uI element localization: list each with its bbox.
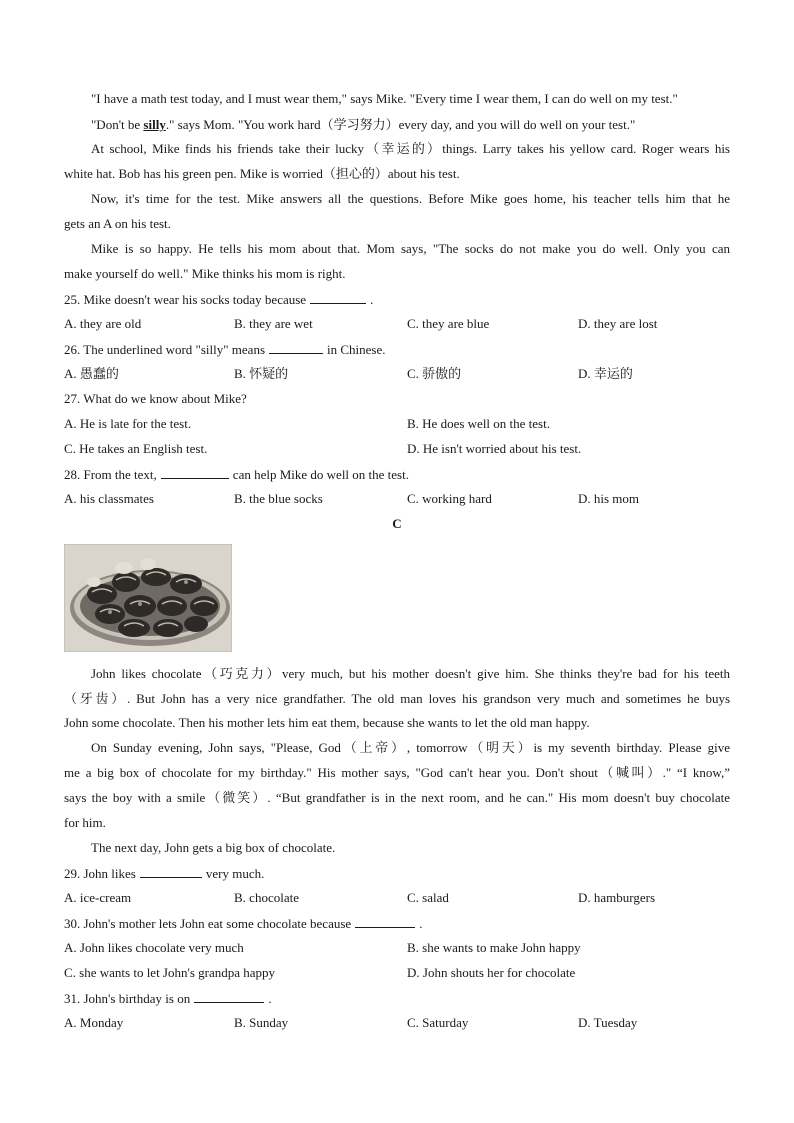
passage-c-paragraph-2-line-2: me a big box of chocolate for my birthday." His mother says, "God can't hear you. Don't shout（喊叫）." “I know,” <box>64 765 730 780</box>
underlined-word-silly: silly <box>143 117 166 132</box>
question-26-stem <box>64 340 386 359</box>
answer-blank <box>140 864 202 878</box>
question-30-option-a[interactable]: A. John likes chocolate very much <box>64 940 244 955</box>
passage-c-paragraph-2-line-4: for him. <box>64 815 106 830</box>
question-25-option-a[interactable]: A. they are old <box>64 316 142 331</box>
question-26-option-c[interactable]: C. 骄傲的 <box>407 366 462 381</box>
question-text: 25. Mike doesn't wear his socks today because <box>64 292 307 307</box>
question-31-option-d[interactable]: D. Tuesday <box>578 1015 638 1030</box>
question-31-option-a[interactable]: A. Monday <box>64 1015 124 1030</box>
question-27-option-c[interactable]: C. He takes an English test. <box>64 441 208 456</box>
answer-blank <box>355 914 415 928</box>
question-25-option-c[interactable]: C. they are blue <box>407 316 490 331</box>
passage-b-paragraph-3-line-2: white hat. Bob has his green pen. Mike is worried（担心的）about his test. <box>64 166 460 181</box>
passage-c-paragraph-3: The next day, John gets a big box of chocolate. <box>91 840 336 855</box>
question-26-option-b[interactable]: B. 怀疑的 <box>234 366 289 381</box>
question-text: in Chinese. <box>327 342 386 357</box>
question-26-option-a[interactable]: A. 愚蠢的 <box>64 366 119 381</box>
question-text: very much. <box>205 866 265 881</box>
question-27-option-d[interactable]: D. He isn't worried about his test. <box>407 441 582 456</box>
question-31-option-c[interactable]: C. Saturday <box>407 1015 469 1030</box>
question-text: 30. John's mother lets John eat some chocolate because <box>64 916 352 931</box>
question-text: 27. What do we know about Mike? <box>64 391 247 406</box>
answer-blank <box>310 290 366 304</box>
question-30-stem <box>64 914 422 933</box>
question-27-option-b[interactable]: B. He does well on the test. <box>407 416 550 431</box>
question-28-stem <box>64 465 409 484</box>
question-30-option-c[interactable]: C. she wants to let John's grandpa happy <box>64 965 276 980</box>
passage-c-paragraph-1-line-1: John likes chocolate（巧克力）very much, but his mother doesn't give him. She thinks they're bad for his teeth <box>91 666 730 681</box>
question-28-option-d[interactable]: D. his mom <box>578 491 640 506</box>
question-text: . <box>268 991 272 1006</box>
passage-b-paragraph-1: "I have a math test today, and I must wear them," says Mike. "Every time I wear them, I can do well on my test." <box>91 91 678 106</box>
question-25-option-d[interactable]: D. they are lost <box>578 316 658 331</box>
paragraph-text: "Don't be <box>91 117 144 132</box>
answer-blank <box>161 465 229 479</box>
passage-b-paragraph-5-line-2: make yourself do well." Mike thinks his mom is right. <box>64 266 346 281</box>
passage-c-paragraph-1-line-3: John some chocolate. Then his mother lets him eat them, because she wants to let the old man happy. <box>64 715 590 730</box>
chocolate-plate-illustration <box>64 544 232 652</box>
answer-blank <box>269 340 323 354</box>
question-text: 26. The underlined word "silly" means <box>64 342 266 357</box>
question-text: . <box>370 292 374 307</box>
answer-blank <box>194 989 264 1003</box>
paragraph-text: ." says Mom. "You work hard（学习努力）every day, and you will do well on your test." <box>165 117 636 132</box>
question-29-option-b[interactable]: B. chocolate <box>234 890 299 905</box>
question-31-stem <box>64 989 271 1008</box>
question-text: 28. From the text, <box>64 467 157 482</box>
question-28-option-c[interactable]: C. working hard <box>407 491 492 506</box>
question-31-option-b[interactable]: B. Sunday <box>234 1015 289 1030</box>
question-25-stem <box>64 290 373 309</box>
question-29-stem <box>64 864 264 883</box>
passage-b-paragraph-3-line-1: At school, Mike finds his friends take their lucky（幸运的）things. Larry takes his yellow card. Roger wears his <box>91 141 730 156</box>
question-text: 29. John likes <box>64 866 136 881</box>
question-27-option-a[interactable]: A. He is late for the test. <box>64 416 192 431</box>
passage-c-paragraph-2-line-3: says the boy with a smile（微笑）. “But grandfather is in the next room, and he can." His mom doesn't buy chocolate <box>64 790 730 805</box>
question-27-stem <box>64 390 247 408</box>
question-30-option-d[interactable]: D. John shouts her for chocolate <box>407 965 576 980</box>
passage-b-paragraph-4-line-2: gets an A on his test. <box>64 216 171 231</box>
passage-c-paragraph-1-line-2: （牙齿）. But John has a very nice grandfather. The old man loves his grandson very much and sometimes he buys <box>64 691 730 706</box>
question-28-option-b[interactable]: B. the blue socks <box>234 491 323 506</box>
question-29-option-a[interactable]: A. ice-cream <box>64 890 132 905</box>
passage-b-paragraph-5-line-1: Mike is so happy. He tells his mom about that. Mom says, "The socks do not make you do well. Only you can <box>91 241 730 256</box>
question-text: can help Mike do well on the test. <box>232 467 409 482</box>
question-29-option-d[interactable]: D. hamburgers <box>578 890 656 905</box>
question-text: . <box>419 916 423 931</box>
question-26-option-d[interactable]: D. 幸运的 <box>578 366 633 381</box>
section-c-heading: C <box>392 516 402 531</box>
passage-b-paragraph-4-line-1: Now, it's time for the test. Mike answers all the questions. Before Mike goes home, his teacher tells him that he <box>91 191 730 206</box>
question-30-option-b[interactable]: B. she wants to make John happy <box>407 940 581 955</box>
passage-c-paragraph-2-line-1: On Sunday evening, John says, "Please, God（上帝）, tomorrow（明天）is my seventh birthday. Please give <box>91 740 730 755</box>
question-25-option-b[interactable]: B. they are wet <box>234 316 313 331</box>
passage-b-paragraph-2 <box>91 116 635 134</box>
question-28-option-a[interactable]: A. his classmates <box>64 491 154 506</box>
question-29-option-c[interactable]: C. salad <box>407 890 449 905</box>
question-text: 31. John's birthday is on <box>64 991 191 1006</box>
